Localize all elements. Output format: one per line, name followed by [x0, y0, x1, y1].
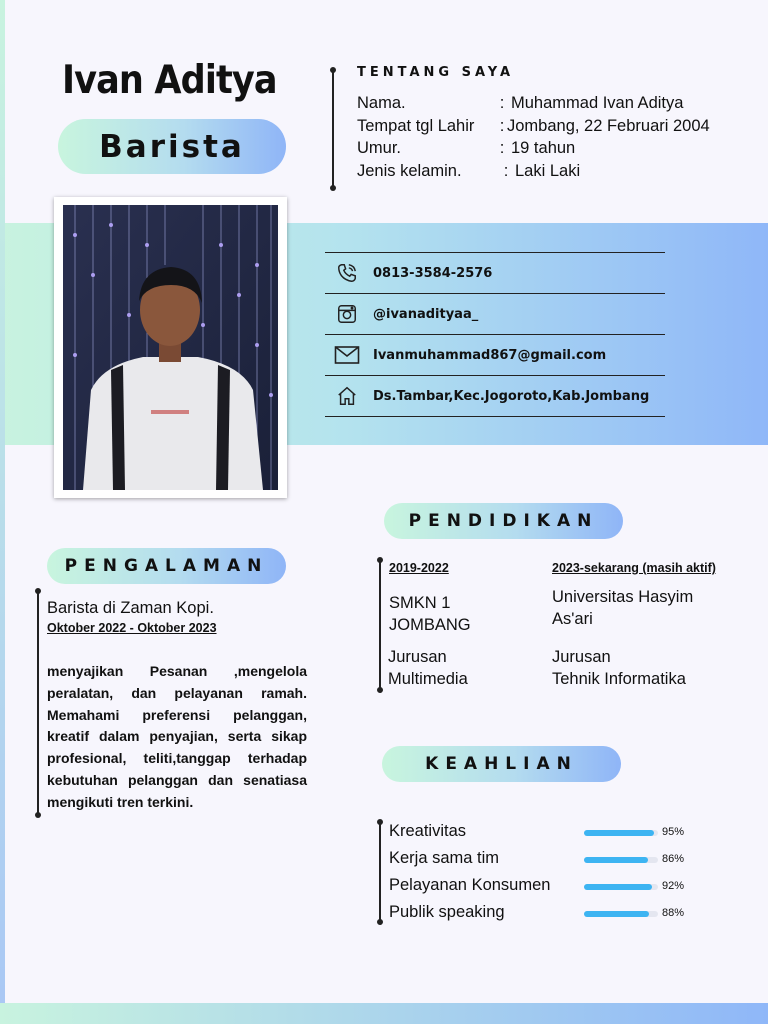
skill-name: Kreativitas [389, 822, 467, 840]
home-icon [329, 385, 365, 407]
about-row [357, 160, 710, 183]
skill-name: Kerja sama tim [389, 849, 500, 867]
about-value: Muhammad Ivan Aditya [511, 94, 684, 112]
about-divider [332, 70, 334, 188]
contact-address[interactable] [325, 375, 665, 417]
contact-instagram-text: @ivanadityaa_ [373, 306, 479, 322]
skill-bar-fill [584, 911, 649, 917]
skills-divider [379, 822, 381, 922]
education-major [552, 646, 686, 690]
contact-email-text: Ivanmuhammad867@gmail.com [373, 347, 607, 363]
education-title: PENDIDIKAN [408, 511, 599, 531]
experience-divider [37, 591, 39, 815]
about-label: Nama. [357, 94, 406, 112]
education-divider [379, 560, 381, 690]
about-value: Jombang, 22 Februari 2004 [507, 116, 710, 135]
contact-phone[interactable] [325, 252, 665, 293]
profile-photo [63, 205, 278, 490]
skills-title: KEAHLIAN [425, 754, 578, 774]
skill-bar-fill [584, 884, 652, 890]
skill-bar [584, 857, 658, 863]
about-label: Umur. [357, 139, 402, 157]
about-sep: : [499, 94, 505, 112]
profile-photo-frame [54, 197, 287, 498]
education-header [384, 503, 623, 539]
about-value: Laki Laki [515, 161, 581, 180]
skill-percent: 88% [662, 907, 685, 919]
skill-bar [584, 830, 658, 836]
about-row [357, 115, 710, 138]
skill-bar-fill [584, 830, 654, 836]
education-major [388, 646, 468, 690]
about-label: Jenis kelamin. [357, 161, 462, 180]
education-major-value: Tehnik Informatika [552, 670, 686, 688]
phone-icon [329, 262, 365, 284]
about-row [357, 92, 710, 115]
role-badge [58, 119, 286, 174]
education-major-value: Multimedia [388, 670, 468, 688]
instagram-icon [329, 303, 365, 325]
person-name: Ivan Aditya [62, 58, 277, 103]
about-sep: : [499, 116, 505, 135]
experience-description: menyajikan Pesanan ,mengelola peralatan, dan pelayanan ramah. Memahami preferensi pelanggan, kreatif dalam penyajian, serta sikap profesional, teliti,tanggap terhadap kebutuhan pelanggan dan senatiasa mengikuti tren terkini. [47, 663, 307, 810]
skill-bar [584, 884, 658, 890]
experience-title: PENGALAMAN [64, 556, 269, 576]
education-major-label: Jurusan [552, 648, 611, 666]
about-label: Tempat tgl Lahir [357, 116, 475, 135]
about-row [357, 137, 710, 160]
about-title: TENTANG SAYA [357, 65, 515, 80]
skill-percent: 95% [662, 826, 685, 838]
skill-bar [584, 911, 658, 917]
mail-icon [329, 345, 365, 365]
experience-job: Barista di Zaman Kopi. [47, 599, 214, 617]
contact-email[interactable] [325, 334, 665, 375]
about-sep: : [503, 161, 509, 180]
skill-name: Pelayanan Konsumen [389, 876, 551, 894]
education-major-label: Jurusan [388, 648, 447, 666]
skill-percent: 86% [662, 853, 685, 865]
education-school: Universitas Hasyim As'ari [552, 588, 694, 628]
contact-phone-text: 0813-3584-2576 [373, 265, 493, 281]
experience-header [47, 548, 286, 584]
skill-name: Publik speaking [389, 903, 505, 921]
about-value: 19 tahun [511, 139, 576, 157]
contact-instagram[interactable] [325, 293, 665, 334]
about-sep: : [499, 139, 505, 157]
education-school: SMKN 1 JOMBANG [389, 594, 471, 634]
skill-bar-fill [584, 857, 648, 863]
education-years: 2023-sekarang (masih aktif) [552, 561, 716, 575]
footer-band [0, 1003, 768, 1024]
about-list [357, 92, 710, 182]
experience-period: Oktober 2022 - Oktober 2023 [47, 621, 217, 635]
skill-percent: 92% [662, 880, 685, 892]
left-accent-strip [0, 0, 5, 1024]
role-label: Barista [99, 128, 245, 165]
skills-header [382, 746, 621, 782]
education-years: 2019-2022 [389, 561, 449, 575]
contact-address-text: Ds.Tambar,Kec.Jogoroto,Kab.Jombang [373, 388, 650, 404]
